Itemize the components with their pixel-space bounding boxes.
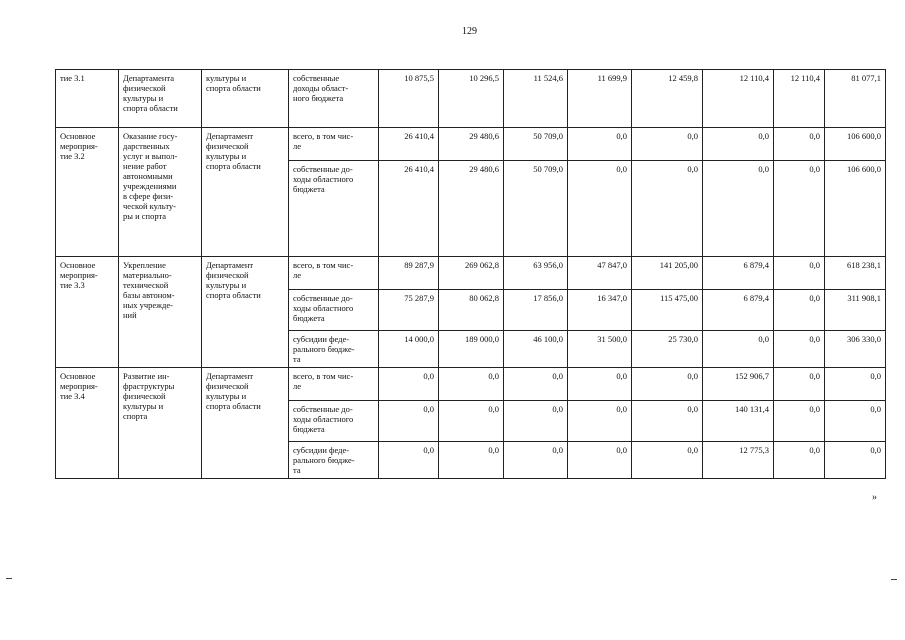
value-cell: 75 287,9: [379, 290, 439, 331]
value-cell: 81 077,1: [825, 70, 886, 128]
executor-cell: Департамент физической культуры и спорта области: [202, 257, 289, 368]
value-cell: 311 908,1: [825, 290, 886, 331]
executor-cell: Департамент физической культуры и спорта области: [202, 368, 289, 479]
value-cell: 0,0: [568, 128, 632, 161]
value-cell: 0,0: [774, 257, 825, 290]
value-cell: 0,0: [825, 401, 886, 442]
value-cell: 16 347,0: [568, 290, 632, 331]
measure-description-cell: Укрепление материально- технической базы автоном- ных учрежде- ний: [119, 257, 202, 368]
value-cell: 0,0: [439, 442, 504, 479]
measure-cell: Основное мероприя- тие 3.2: [56, 128, 119, 257]
value-cell: 0,0: [504, 442, 568, 479]
table-row: [56, 257, 886, 290]
value-cell: 6 879,4: [703, 290, 774, 331]
value-cell: 0,0: [703, 128, 774, 161]
value-cell: 0,0: [774, 331, 825, 368]
value-cell: 0,0: [568, 442, 632, 479]
funding-source-cell: субсидии феде- рального бюдже- та: [289, 331, 379, 368]
funding-source-cell: всего, в том чис- ле: [289, 368, 379, 401]
value-cell: 0,0: [379, 368, 439, 401]
value-cell: 0,0: [825, 442, 886, 479]
value-cell: 0,0: [774, 401, 825, 442]
value-cell: 89 287,9: [379, 257, 439, 290]
value-cell: 12 110,4: [774, 70, 825, 128]
value-cell: 0,0: [632, 401, 703, 442]
funding-source-cell: собственные до- ходы областного бюджета: [289, 161, 379, 257]
value-cell: 152 906,7: [703, 368, 774, 401]
value-cell: 10 875,5: [379, 70, 439, 128]
closing-quote: »: [872, 492, 877, 503]
value-cell: 141 205,00: [632, 257, 703, 290]
value-cell: 0,0: [439, 368, 504, 401]
value-cell: 140 131,4: [703, 401, 774, 442]
value-cell: 0,0: [703, 331, 774, 368]
value-cell: 269 062,8: [439, 257, 504, 290]
value-cell: 0,0: [379, 401, 439, 442]
value-cell: 17 856,0: [504, 290, 568, 331]
value-cell: 26 410,4: [379, 161, 439, 257]
page-number: 129: [462, 26, 477, 37]
value-cell: 106 600,0: [825, 161, 886, 257]
table-row: [56, 128, 886, 161]
funding-source-cell: собственные доходы област- ного бюджета: [289, 70, 379, 128]
value-cell: 0,0: [825, 368, 886, 401]
measure-cell: тие 3.1: [56, 70, 119, 128]
funding-source-cell: субсидии феде- рального бюдже- та: [289, 442, 379, 479]
value-cell: 80 062,8: [439, 290, 504, 331]
value-cell: 0,0: [774, 128, 825, 161]
value-cell: 0,0: [439, 401, 504, 442]
value-cell: 0,0: [774, 161, 825, 257]
value-cell: 189 000,0: [439, 331, 504, 368]
value-cell: 0,0: [568, 401, 632, 442]
value-cell: 63 956,0: [504, 257, 568, 290]
value-cell: 25 730,0: [632, 331, 703, 368]
measure-cell: Основное мероприя- тие 3.3: [56, 257, 119, 368]
table-row: [56, 70, 886, 128]
value-cell: 0,0: [703, 161, 774, 257]
value-cell: 0,0: [568, 161, 632, 257]
value-cell: 12 110,4: [703, 70, 774, 128]
value-cell: 10 296,5: [439, 70, 504, 128]
value-cell: 0,0: [632, 368, 703, 401]
value-cell: 29 480,6: [439, 161, 504, 257]
value-cell: 0,0: [379, 442, 439, 479]
funding-source-cell: собственные до- ходы областного бюджета: [289, 290, 379, 331]
scan-edge-mark: [6, 578, 12, 579]
value-cell: 31 500,0: [568, 331, 632, 368]
funding-source-cell: собственные до- ходы областного бюджета: [289, 401, 379, 442]
value-cell: 106 600,0: [825, 128, 886, 161]
value-cell: 47 847,0: [568, 257, 632, 290]
value-cell: 29 480,6: [439, 128, 504, 161]
funding-source-cell: всего, в том чис- ле: [289, 128, 379, 161]
value-cell: 0,0: [632, 442, 703, 479]
value-cell: 50 709,0: [504, 161, 568, 257]
value-cell: 6 879,4: [703, 257, 774, 290]
value-cell: 12 775,3: [703, 442, 774, 479]
scan-edge-mark: [891, 579, 897, 580]
measure-cell: Основное мероприя- тие 3.4: [56, 368, 119, 479]
value-cell: 0,0: [504, 368, 568, 401]
measure-description-cell: Развитие ин- фраструктуры физической культуры и спорта: [119, 368, 202, 479]
value-cell: 0,0: [504, 401, 568, 442]
value-cell: 0,0: [632, 128, 703, 161]
value-cell: 0,0: [774, 290, 825, 331]
value-cell: 14 000,0: [379, 331, 439, 368]
funding-source-cell: всего, в том чис- ле: [289, 257, 379, 290]
value-cell: 618 238,1: [825, 257, 886, 290]
table-row: [56, 368, 886, 401]
measure-description-cell: Департамента физической культуры и спорта области: [119, 70, 202, 128]
value-cell: 11 699,9: [568, 70, 632, 128]
measure-description-cell: Оказание госу- дарственных услуг и выпол- нение работ автономными учреждениями в сфере физи- ческой культу- ры и спорта: [119, 128, 202, 257]
value-cell: 12 459,8: [632, 70, 703, 128]
budget-table: [55, 69, 886, 479]
value-cell: 26 410,4: [379, 128, 439, 161]
value-cell: 306 330,0: [825, 331, 886, 368]
value-cell: 50 709,0: [504, 128, 568, 161]
value-cell: 11 524,6: [504, 70, 568, 128]
value-cell: 0,0: [632, 161, 703, 257]
value-cell: 0,0: [568, 368, 632, 401]
executor-cell: Департамент физической культуры и спорта области: [202, 128, 289, 257]
value-cell: 46 100,0: [504, 331, 568, 368]
executor-cell: культуры и спорта области: [202, 70, 289, 128]
value-cell: 115 475,00: [632, 290, 703, 331]
value-cell: 0,0: [774, 442, 825, 479]
value-cell: 0,0: [774, 368, 825, 401]
